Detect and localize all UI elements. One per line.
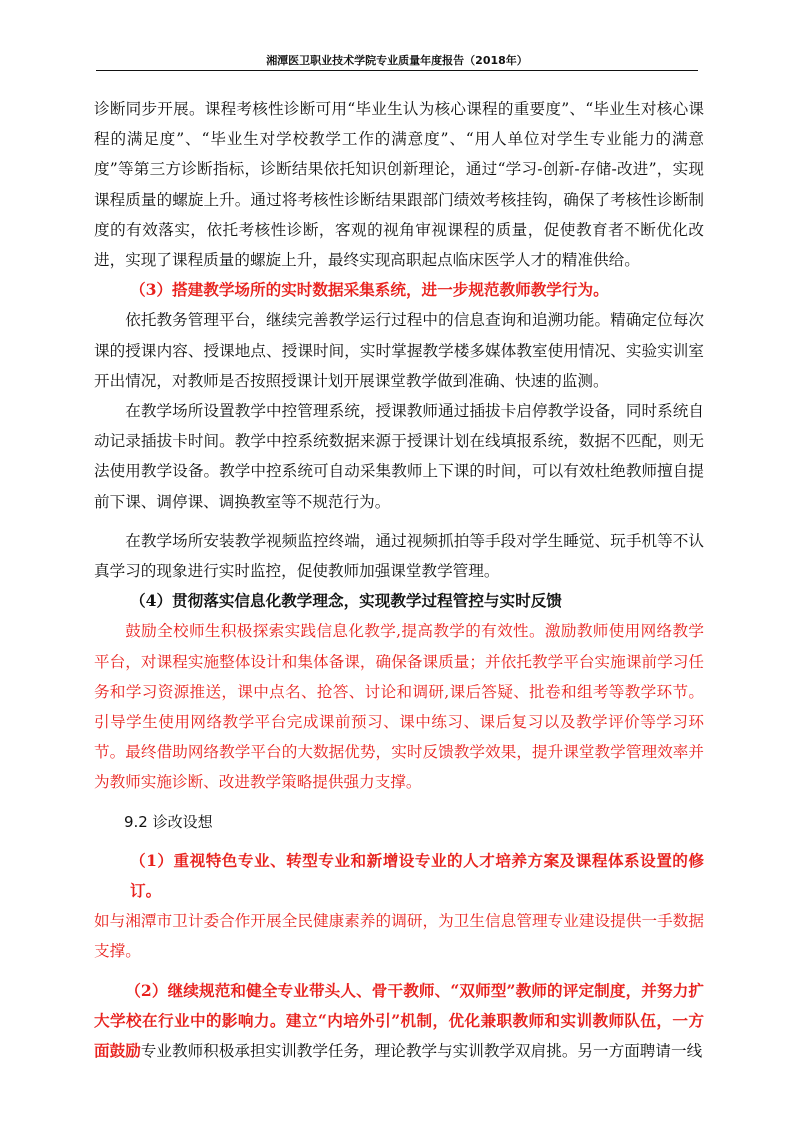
heading-2-continuation: 专业教师积极承担实训教学任务，理论教学与实训教学双肩挑。另一方面聘请一线 <box>140 1042 703 1061</box>
paragraph-video-monitoring: 在教学场所安装教学视频监控终端，通过视频抓拍等手段对学生睡觉、玩手机等不认真学习的现象进行实时监控，促使教师加强课堂教学管理。 <box>94 531 704 581</box>
page-header: 湘潭医卫职业技术学院专业质量年度报告（2018年） <box>266 54 528 67</box>
header-rule <box>96 70 698 71</box>
heading-3: （3）搭建教学场所的实时数据采集系统，进一步规范教师教学行为。 <box>130 280 609 300</box>
paragraph-survey: 如与湘潭市卫计委合作开展全民健康素养的调研，为卫生信息管理专业建设提供一手数据支撑。 <box>94 912 704 961</box>
heading-2-emphasis: （2）继续规范和健全专业带头人、骨干教师、“双师型”教师的评定制度，并努力扩大学校在行业中的影响力。建立“内培外引”机制，优化兼职教师和实训教师队伍，一方面鼓励 <box>94 980 704 1061</box>
section-title: 9.2 诊改设想 <box>124 812 213 831</box>
paragraph-teacher-system <box>94 976 704 1067</box>
paragraph-central-control: 在教学场所设置教学中控管理系统，授课教师通过插拔卡启停教学设备，同时系统自动记录插拔卡时间。教学中控系统数据来源于授课计划在线填报系统，数据不匹配，则无法使用教学设备。教学中控系统可自动采集教师上下课的时间，可以有效杜绝教师擅自提前下课、调停课、调换教室等不规范行为。 <box>94 402 704 511</box>
paragraph-course-diagnosis: 诊断同步开展。课程考核性诊断可用“毕业生认为核心课程的重要度”、“毕业生对核心课程的满足度”、“毕业生对学校教学工作的满意度”、“用人单位对学生专业能力的满意度”等第三方诊断指标，诊断结果依托知识创新理论，通过“学习-创新-存储-改进”，实现课程质量的螺旋上升。通过将考核性诊断结果跟部门绩效考核挂钩，确保了考核性诊断制度的有效落实，依托考核性诊断，客观的视角审视课程的质量，促使教育者不断优化改进，实现了课程质量的螺旋上升，最终实现高职起点临床医学人才的精准供给。 <box>94 100 704 270</box>
heading-1: （1）重视特色专业、转型专业和新增设专业的人才培养方案及课程体系设置的修订。 <box>130 850 704 901</box>
paragraph-informatized-teaching: 鼓励全校师生积极探索实践信息化教学,提高教学的有效性。激励教师使用网络教学平台，对课程实施整体设计和集体备课，确保备课质量；并依托教学平台实施课前学习任务和学习资源推送，课中点名、抢答、讨论和调研,课后答疑、批卷和组考等教学环节。引导学生使用网络教学平台完成课前预习、课中练习、课后复习以及教学评价等学习环节。最终借助网络教学平台的大数据优势，实时反馈教学效果，提升课堂教学管理效率并为教师实施诊断、改进教学策略提供强力支撑。 <box>94 622 704 792</box>
document-body <box>94 94 704 1066</box>
paragraph-teaching-platform: 依托教务管理平台，继续完善教学运行过程中的信息查询和追溯功能。精确定位每次课的授课内容、授课地点、授课时间，实时掌握教学楼多媒体教室使用情况、实验实训室开出情况，对教师是否按照授课计划开展课堂教学做到准确、快速的监测。 <box>94 311 704 390</box>
heading-4: （4）贯彻落实信息化教学理念，实现教学过程管控与实时反馈 <box>130 591 562 611</box>
